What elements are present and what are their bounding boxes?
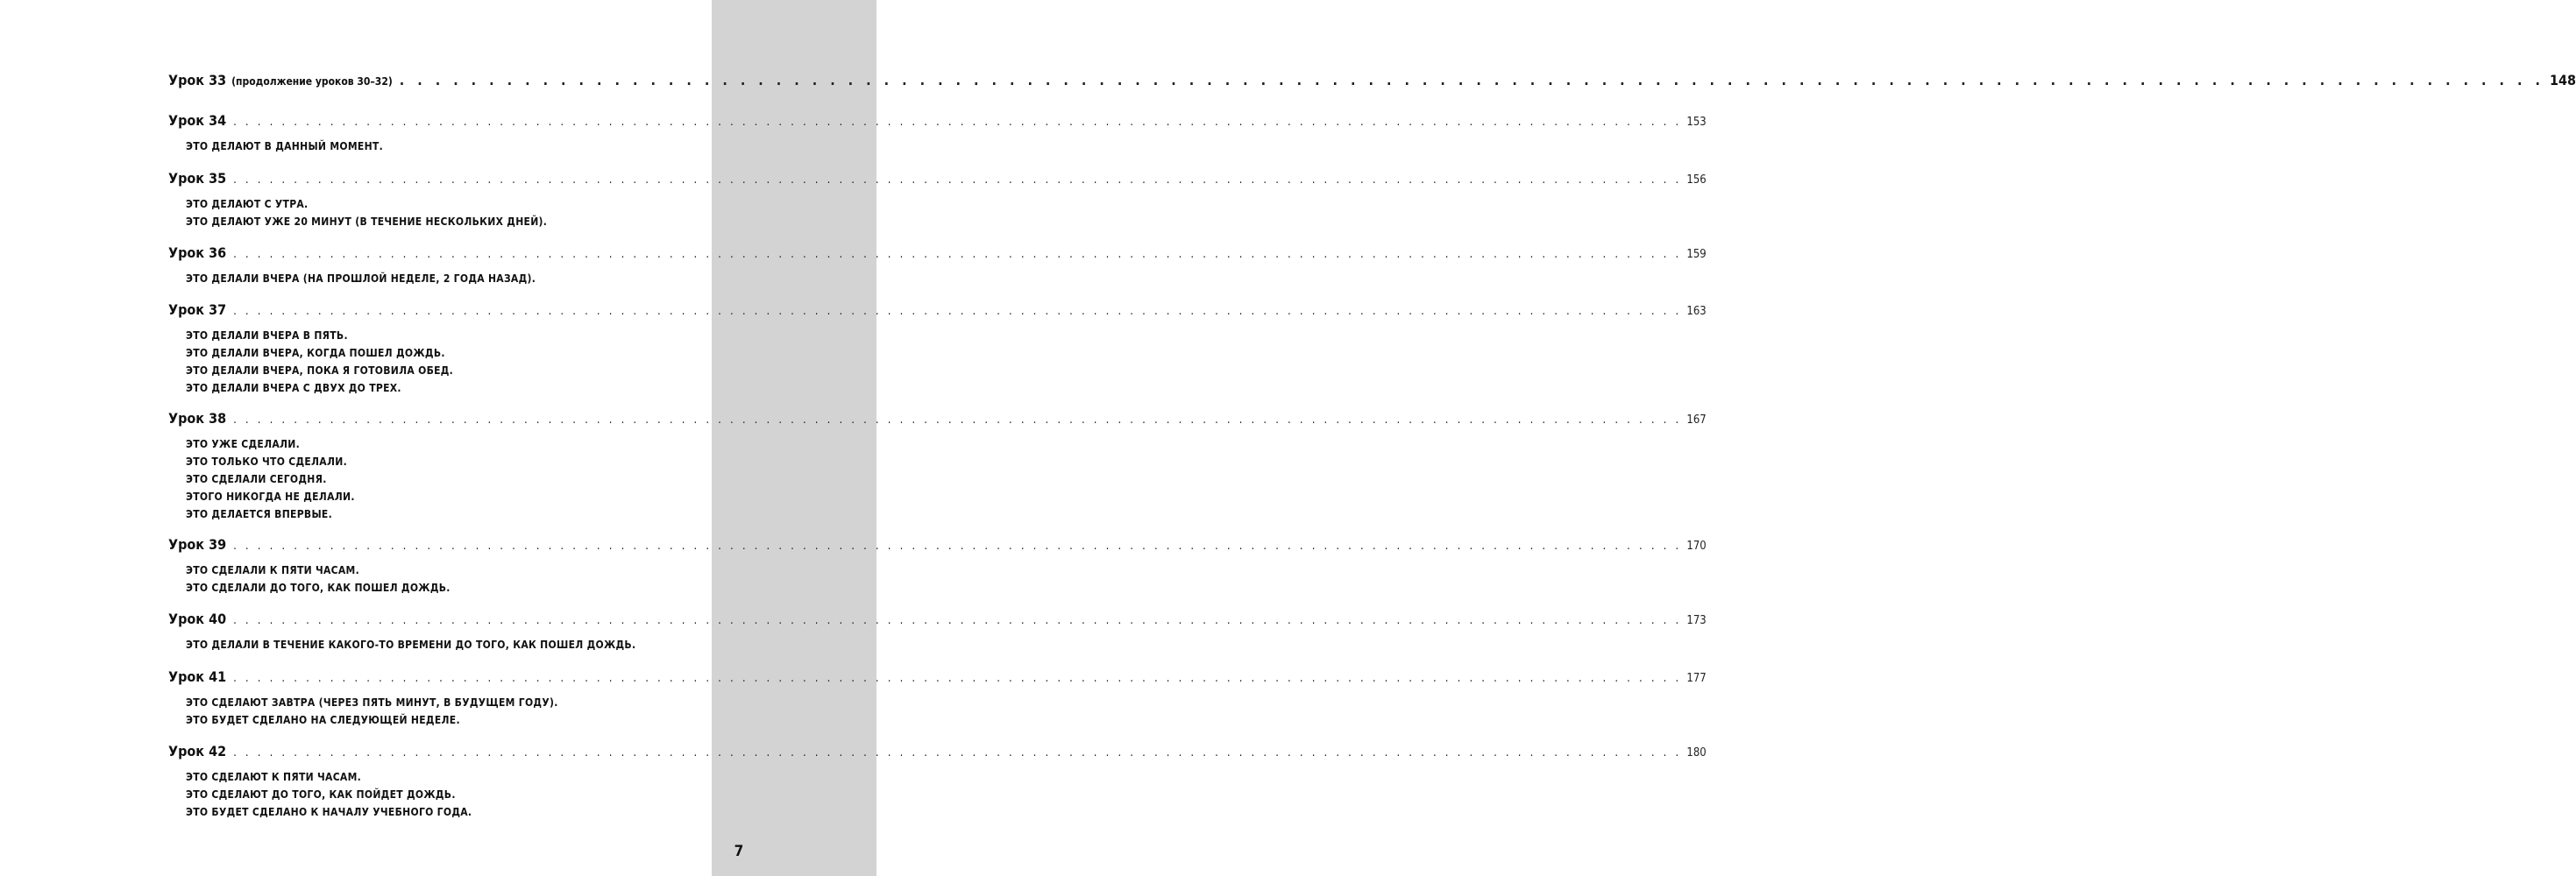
page-ref: 148 [2549,72,2576,88]
lesson-title: Урок 36 [168,244,227,261]
topic-line: ЭТО СДЕЛАЛИ К ПЯТИ ЧАСАМ. [186,564,359,576]
page-ref: 163 [1686,305,1707,318]
page-ref: 180 [1686,746,1707,759]
dot-leader: . . . . . . . . . . . . . . . . . . . . . . . . . . . . . . . . . . . . . . . . . . . . . . . . . . . . . . . . . . . . . . . . . . . . . . . . . . . . . . . . . . . . . . . . . . . . . . . . . . . . . . . . . . . . . . . . . . . . . . . . [233,305,1682,318]
dot-leader: . . . . . . . . . . . . . . . . . . . . . . . . . . . . . . . . . . . . . . . . . . . . . . . . . . . . . . . . . . . . . . . . . . . . . . . . . . . . . . . . . . . . . . . . . . . . . . . . . . . . . . . . . . . . . . . . . . . . . . . . [233,413,1682,427]
lesson-title: Урок 42 [168,743,227,759]
toc-entry[interactable] [168,668,1707,685]
topic-line: ЭТО СДЕЛАЮТ ДО ТОГО, КАК ПОЙДЕТ ДОЖДЬ. [186,788,456,801]
lesson-title: Урок 33 [168,72,227,88]
dot-leader: . . . . . . . . . . . . . . . . . . . . . . . . . . . . . . . . . . . . . . . . . . . . . . . . . . . . . . . . . . . . . . . . . . . . . . . . . . . . . . . . . . . . . . . . . . . . . . . . . . . . . . . . . . . . . . . . . . . . . . . . [233,173,1682,187]
topic-line: ЭТО БУДЕТ СДЕЛАНО НА СЛЕДУЮЩЕЙ НЕДЕЛЕ. [186,714,460,726]
toc-entry[interactable] [168,743,1707,759]
toc-entry[interactable] [168,170,1707,187]
topic-line: ЭТО ДЕЛАЛИ ВЧЕРА (НА ПРОШЛОЙ НЕДЕЛЕ, 2 ГОДА НАЗАД). [186,272,536,285]
dot-leader: . . . . . . . . . . . . . . . . . . . . . . . . . . . . . . . . . . . . . . . . . . . . . . . . . . . . . . . . . . . . . . . . . . . . . . . . . . . . . . . . . . . . . . . . . . . . . . . . . . . . . . . . . . . . . . . . . . . . . . . . [233,540,1682,553]
lesson-title: Урок 39 [168,536,227,553]
topic-line: ЭТО ДЕЛАЛИ ВЧЕРА, КОГДА ПОШЕЛ ДОЖДЬ. [186,347,445,359]
dot-leader: . . . . . . . . . . . . . . . . . . . . . . . . . . . . . . . . . . . . . . . . . . . . . . . . . . . . . . . . . . . . . . . . . . . . . . . . . . . . . . . . . . . . . . . . . . . . . . . . . . . . . . . . . . . . . . . . . . . . . . . . [233,116,1682,129]
topic-line: ЭТО ДЕЛАЮТ В ДАННЫЙ МОМЕНТ. [186,140,383,152]
topic-line: ЭТО СДЕЛАЮТ ЗАВТРА (ЧЕРЕЗ ПЯТЬ МИНУТ, В БУДУЩЕМ ГОДУ). [186,696,558,709]
toc-entry[interactable] [168,112,1707,129]
page-ref: 159 [1686,248,1707,261]
toc-entry[interactable] [168,244,1707,261]
dot-leader: . . . . . . . . . . . . . . . . . . . . . . . . . . . . . . . . . . . . . . . . . . . . . . . . . . . . . . . . . . . . . . . . . . . . . . . . . . . . . . . . . . . . . . . . . . . . . . . . . . . . . . . . . . . . . . . . . . . . . . . . [399,72,2544,88]
topic-line: ЭТО БУДЕТ СДЕЛАНО К НАЧАЛУ УЧЕБНОГО ГОДА. [186,806,472,818]
topic-line: ЭТО ДЕЛАЮТ УЖЕ 20 МИНУТ (В ТЕЧЕНИЕ НЕСКОЛЬКИХ ДНЕЙ). [186,215,548,228]
topic-line: ЭТО ДЕЛАЛИ ВЧЕРА, ПОКА Я ГОТОВИЛА ОБЕД. [186,364,454,377]
dot-leader: . . . . . . . . . . . . . . . . . . . . . . . . . . . . . . . . . . . . . . . . . . . . . . . . . . . . . . . . . . . . . . . . . . . . . . . . . . . . . . . . . . . . . . . . . . . . . . . . . . . . . . . . . . . . . . . . . . . . . . . . [233,746,1682,759]
topic-line: ЭТО ТОЛЬКО ЧТО СДЕЛАЛИ. [186,456,347,468]
topic-line: ЭТО УЖЕ СДЕЛАЛИ. [186,438,301,450]
topic-line: ЭТО СДЕЛАЮТ К ПЯТИ ЧАСАМ. [186,771,362,783]
side-margin-bar [712,0,876,876]
toc-entry[interactable] [168,611,1707,627]
page-ref: 156 [1686,173,1707,187]
toc-entry[interactable] [168,72,2576,88]
page-ref: 170 [1686,540,1707,553]
lesson-subtitle: (продолжение уроков 30–32) [231,75,393,88]
page-ref: 153 [1686,116,1707,129]
lesson-title: Урок 34 [168,112,227,129]
topic-line: ЭТО ДЕЛАЮТ С УТРА. [186,198,309,210]
toc-entry[interactable] [168,410,1707,427]
topic-line: ЭТОГО НИКОГДА НЕ ДЕЛАЛИ. [186,491,355,503]
dot-leader: . . . . . . . . . . . . . . . . . . . . . . . . . . . . . . . . . . . . . . . . . . . . . . . . . . . . . . . . . . . . . . . . . . . . . . . . . . . . . . . . . . . . . . . . . . . . . . . . . . . . . . . . . . . . . . . . . . . . . . . . [233,614,1682,627]
page-ref: 177 [1686,672,1707,685]
topic-line: ЭТО ДЕЛАЕТСЯ ВПЕРВЫЕ. [186,508,333,520]
topic-line: ЭТО ДЕЛАЛИ В ТЕЧЕНИЕ КАКОГО-ТО ВРЕМЕНИ ДО ТОГО, КАК ПОШЕЛ ДОЖДЬ. [186,639,636,651]
toc-entry[interactable] [168,536,1707,553]
lesson-title: Урок 38 [168,410,227,427]
lesson-title: Урок 41 [168,668,227,685]
topic-line: ЭТО ДЕЛАЛИ ВЧЕРА В ПЯТЬ. [186,329,348,342]
page-ref: 167 [1686,413,1707,427]
page-ref: 173 [1686,614,1707,627]
toc-entry[interactable] [168,301,1707,318]
lesson-title: Урок 35 [168,170,227,187]
table-of-contents [168,0,2576,876]
lesson-title: Урок 37 [168,301,227,318]
page-number: 7 [734,843,744,860]
dot-leader: . . . . . . . . . . . . . . . . . . . . . . . . . . . . . . . . . . . . . . . . . . . . . . . . . . . . . . . . . . . . . . . . . . . . . . . . . . . . . . . . . . . . . . . . . . . . . . . . . . . . . . . . . . . . . . . . . . . . . . . . [233,672,1682,685]
topic-line: ЭТО ДЕЛАЛИ ВЧЕРА С ДВУХ ДО ТРЕХ. [186,382,401,394]
topic-line: ЭТО СДЕЛАЛИ СЕГОДНЯ. [186,473,327,485]
dot-leader: . . . . . . . . . . . . . . . . . . . . . . . . . . . . . . . . . . . . . . . . . . . . . . . . . . . . . . . . . . . . . . . . . . . . . . . . . . . . . . . . . . . . . . . . . . . . . . . . . . . . . . . . . . . . . . . . . . . . . . . . [233,248,1682,261]
topic-line: ЭТО СДЕЛАЛИ ДО ТОГО, КАК ПОШЕЛ ДОЖДЬ. [186,582,451,594]
lesson-title: Урок 40 [168,611,227,627]
